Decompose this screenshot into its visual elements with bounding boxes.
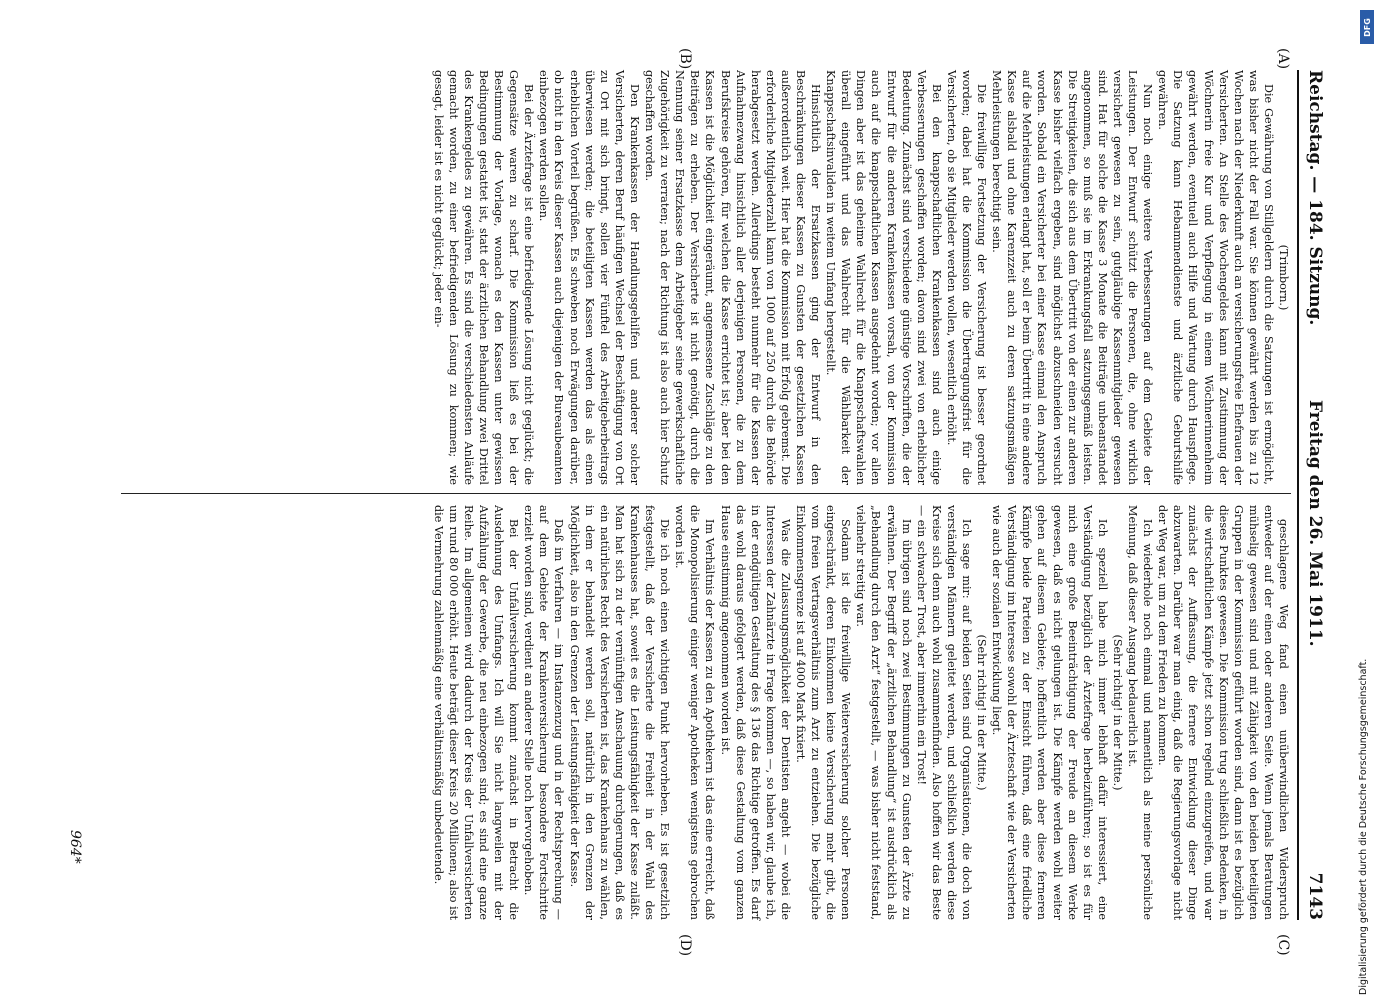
paragraph: Die freiwillige Fortsetzung der Versicherung ist besser geordnet worden; dabei hat die Kommission die Übertragungsfrist für die Versicherten, ob sie Mitglieder werden wollen, wesentlich erhöht. (944, 70, 989, 485)
paragraph: Die ich noch einen wichtigen Punkt hervorheben. Es ist gesetzlich festgestellt, daß der Versicherte die Freiheit in der Wahl des Krankenhauses hat, soweit es die Leistungsfähigkeit der Kasse zuläßt. Man hat sich zu der vernünftigen Anschauung durchgerungen, daß es ein natürliches Recht des Versicherten ist, das Krankenhaus zu wählen, in dem er behandelt werden soll, natürlich in den Grenzen der Möglichkeit, also in den Grenzen der Leistungsfähigkeit der Kasse. (567, 505, 672, 920)
speaker-name: (Trimborn.) (1277, 244, 1290, 311)
margin-marker-d: (D) (677, 934, 693, 957)
dfg-logo: DFG (1360, 10, 1374, 44)
page-footer-note: 964* (67, 830, 83, 864)
margin-marker-b: (B) (677, 48, 693, 70)
paragraph: Hinsichtlich der Ersatzkassen ging der Entwurf in den Beschränkungen dieser Kassen zu Gunsten der gesetzlichen Kassen außerordentlich weit. Hier hat die Kommission mit Erfolg gebremst. Die erforderliche Mitgliederzahl kann von 1000 auf 250 durch die Behörde herabgesetzt werden. Allerdings besteht nunmehr für die Kassen der Aufnahmezwang hinsichtlich aller derjenigen Personen, die zu dem Berufskreise gehören, für welchen die Kasse errichtet ist; aber bei den Kassen ist die Möglichkeit eingeräumt, angemessene Zuschläge zu den Beiträgen zu erheben. Der Versicherte ist nicht genötigt, durch die Nennung seiner Ersatzkasse dem Arbeitgeber seine gewerkschaftliche Zugehörigkeit zu verraten; nach der Richtung ist also auch hier Schutz geschaffen worden. (643, 70, 823, 485)
paragraph: Daß im Verfahren — im Instanzenzug und in der Rechtsprechung — auf dem Gebiete der Krankenversicherung besondere Fortschritte erzielt worden sind, verdient an anderer Stelle noch hervorgehoben. (522, 505, 566, 920)
margin-marker-a: (A) (1275, 48, 1291, 70)
page-number: 7143 (1305, 872, 1325, 920)
header-left: Reichstag. — 184. Sitzung. (1305, 70, 1325, 326)
right-column (431, 505, 1291, 920)
paragraph: Die Gewährung von Stillgeldern durch die Satzungen ist ermöglicht, was bisher nicht der Fall war. Sie können gewährt werden bis zu 12 Wochen nach der Niederkunft auch an versicherungsfreie Ehefrauen der Versicherten. An Stelle des Wochengeldes kann mit Zustimmung der Wöchnerin freie Kur und Verpflegung in einem Wöchnerinnenheim gewährt werden, eventuell auch Hilfe und Wartung durch Hauspflege. Die Satzung kann Hebammendienste und ärztliche Geburtshilfe gewähren. (1156, 70, 1275, 485)
paragraph: Im übrigen sind noch zwei Bestimmungen zu Gunsten der Ärzte zu erwähnen. Der Begriff der „ärztlichen Behandlung“ ist ausdrücklich als „Behandlung durch den Arzt“ festgestellt, — was bisher nicht feststand, vielmehr streitig war. (854, 505, 913, 920)
page-header (1301, 70, 1325, 920)
paragraph: Sodann ist die freiwillige Weiterversicherung solcher Personen eingeschränkt, deren Einkommen keine Versicherung mehr gibt, die vom freien Vertragsverhältnis zum Arzt zu entziehen. Die bezügliche Einkommensgrenze ist auf 4000 Mark fixiert. (794, 505, 853, 920)
paragraph: Bei den knappschaftlichen Krankenkassen sind auch einige Verbesserungen geschaffen worden; davon sind zwei von erheblicher Bedeutung. Zunächst sind verschiedene günstige Vorschriften, die der Entwurf für die anderen Krankenkassen vorsah, von der Kommission auch auf die knappschaftlichen Kassen ausgedehnt worden; vor allen Dingen aber ist das geheime Wahlrecht für die Knappschaftswahlen überall eingeführt und das Wahlrecht für die Wählbarkeit der Knappschaftsinvaliden in weitem Umfang hergestellt. (824, 70, 943, 485)
header-rule (1297, 70, 1299, 920)
digitization-sidebar (1350, 0, 1383, 1000)
column-divider (121, 493, 1291, 494)
interjection: (Sehr richtig! in der Mitte.) (1110, 634, 1124, 791)
paragraph: Bei der Unfallversicherung kommt zunächst in Betracht die Ausdehnung des Umfangs. Ich will Sie nicht langweilen mit der Aufzählung der Gewerbe, die neu einbezogen sind; es sind eine ganze Reihe. Im allgemeinen wird dadurch der Kreis der Unfallversicherten um rund 80 000 erhöht. Heute beträgt dieser Kreis 20 Millionen; also ist die Vermehrung zahlenmäßig eine verhältnismäßig unbedeutende. (431, 505, 521, 920)
left-column (431, 70, 1291, 485)
margin-marker-c: (C) (1275, 934, 1291, 956)
paragraph: Den Krankenkassen der Handlungsgehilfen und anderer solcher Versicherten, deren Beruf häufigen Wechsel der Beschäftigung von Ort zu Ort mit sich bringt, sollen vier Fünftel des Arbeitgeberbeitrags überwiesen werden; die beteiligten Kassen werden das als einen erheblichen Vorteil begrüßen. Es schweben noch Erwägungen darüber, ob nicht in den Kreis dieser Kassen auch diejenigen der Bureaubeamten einbezogen werden sollen. (537, 70, 641, 485)
paragraph: Ich sage mir: auf beiden Seiten sind Organisationen, die doch von verständigen Männern geleitet werden, und schließlich werden diese Kreise sich denn auch wohl zusammenfinden. Also hoffen wir das Beste — ein schwacher Trost, aber immerhin ein Trost! (914, 505, 974, 920)
paragraph: Ich wiederhole noch einmal und namentlich als meine persönliche Meinung, daß dieser Ausgang bedauerlich ist. (1126, 505, 1155, 920)
interjection: (Sehr richtig! in der Mitte.) (975, 634, 989, 791)
paragraph: Ich speziell habe mich immer lebhaft dafür interessiert, eine Verständigung bezüglich der Ärztefrage herbeizuführen; so ist es für mich eine große Beeinträchtigung der Freude an diesem Werke gewesen, daß es nicht gelungen ist. Die Kämpfe werden wohl weiter gehen auf diesem Gebiete; hoffentlich werden aber diese ferneren Kämpfe beide Parteien zu der Einsicht führen, daß eine friedliche Verständigung im Interesse sowohl der Ärzteschaft wie der Versicherten wie auch der sozialen Entwicklung liegt. (990, 505, 1109, 920)
digitization-credit: Digitalisierung gefördert durch die Deutsche Forschungsgemeinschaft. (1358, 658, 1369, 995)
paragraph: Im Verhältnis der Kassen zu den Apothekern ist das eine erreicht, daß die Monopolisierung einiger weniger Apotheken wenigstens gebrochen worden ist. (673, 505, 717, 920)
header-date: Freitag den 26. Mai 1911. (1305, 400, 1325, 647)
paragraph: Nun noch einige weitere Verbesserungen auf dem Gebiete der Leistungen. Der Entwurf schützt die Personen, die, ohne wirklich versichert gewesen zu sein, gutgläubige Kassenmitglieder gewesen sind. Hat für solche die Kasse 3 Monate die Beiträge unbeanstandet angenommen, so muß sie im Erkrankungsfall satzungsgemäß leisten. Die Streitigkeiten, die sich aus dem Übertritt von der einen zur anderen Kasse bisher vielfach ergeben, sind möglichst abzuschneiden versucht worden. Sobald ein Versicherter bei einer Kasse einmal den Anspruch auf die Mehrleistungen erlangt hat, soll er beim Übertritt in eine andere Kasse alsbald und ohne Karenzzeit auch zu deren satzungsmäßigen Mehrleistungen berechtigt sein. (990, 70, 1155, 485)
paragraph: Bei der Ärztefrage ist eine befriedigende Lösung nicht geglückt; die Gegensätze waren zu scharf. Die Kommission ließ es bei der Bestimmung der Vorlage, wonach es den Kassen unter gewissen Bedingungen gestattet ist, statt der ärztlichen Behandlung zwei Drittel des Krankengeldes zu gewähren. Es sind die verschiedensten Anläufe gemacht worden, zu einer befriedigenden Lösung zu kommen; wie gesagt, leider ist es nicht geglückt; jeder ein- (431, 70, 536, 485)
paragraph: geschlagene Weg fand einen unüberwindlichen Widerspruch entweder auf der einen oder anderen Seite. Wenn jemals Beratungen mühselig gewesen sind und mit Zähigkeit von den beiden beteiligten Gruppen in der Kommission geführt worden sind, dann ist es bezüglich dieses Punktes gewesen. Die Kommission trug schließlich Bedenken, in die wirtschaftlichen Kämpfe jetzt schon regelnd einzugreifen, und war zunächst der Auffassung, die fernere Entwicklung dieser Dinge abzuwarten. Darüber war man einig, daß die Regierungsvorlage nicht der Weg war, um zu dem Frieden zu kommen. (1156, 505, 1290, 920)
paragraph: Was die Zulassungsmöglichkeit der Dentisten angeht — wobei die Interessen der Zahnärzte in Frage kommen —, so haben wir, glaube ich, in der endgültigen Gestaltung des § 136 das Richtige getroffen. Es darf das wohl daraus gefolgert werden, daß diese Gestaltung vom ganzen Hause einstimmig angenommen worden ist. (718, 505, 792, 920)
